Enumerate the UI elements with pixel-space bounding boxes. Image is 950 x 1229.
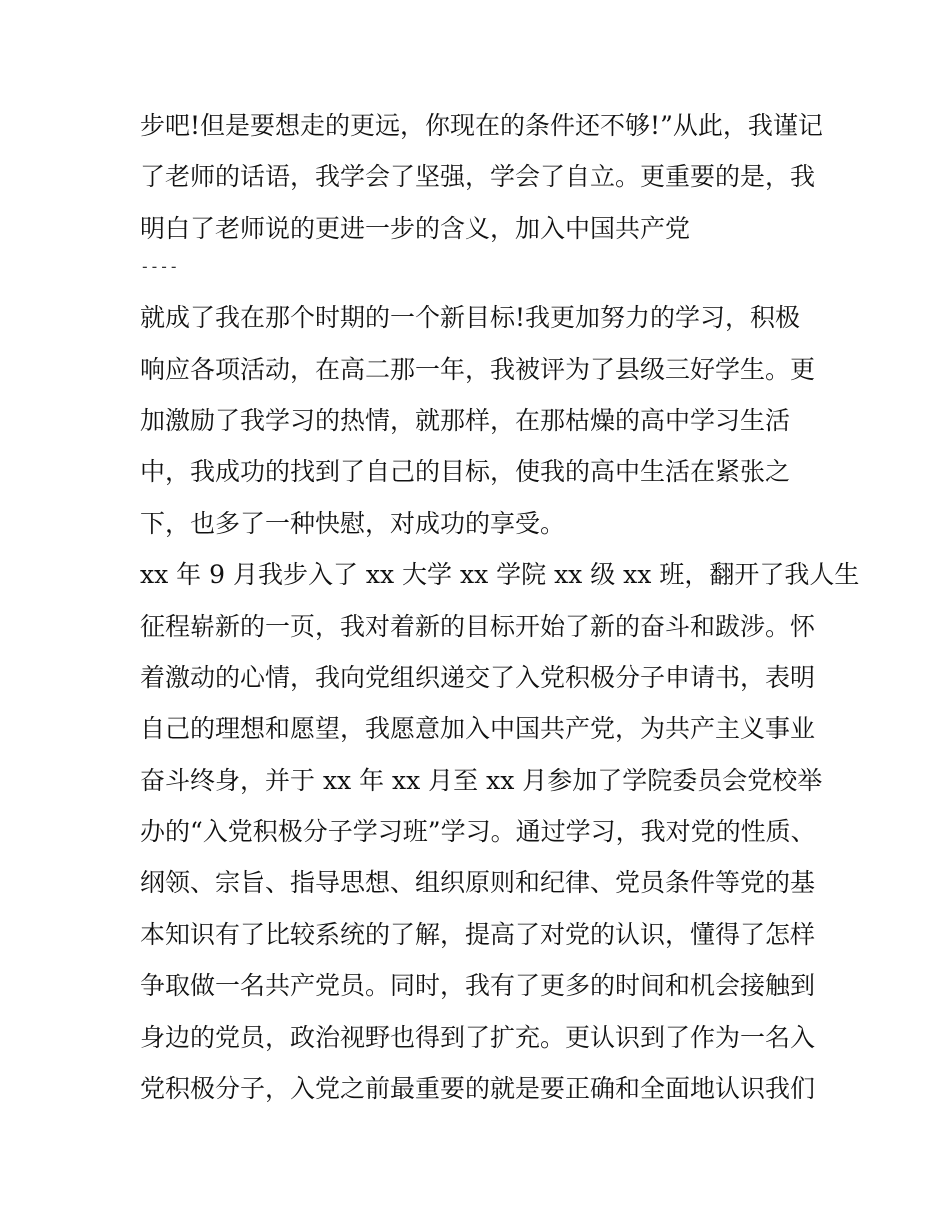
text-line: xx 年 9 月我步入了 xx 大学 xx 学院 xx 级 xx 班，翻开了我人生: [140, 560, 860, 590]
text-line: 纲领、宗旨、指导思想、组织原则和纪律、党员条件等党的基: [140, 868, 816, 898]
text-line: 明白了老师说的更进一步的含义，加入中国共产党: [140, 213, 691, 243]
text-line: 争取做一名共产党员。同时，我有了更多的时间和机会接触到: [140, 971, 816, 1001]
page-break-separator: ----: [140, 257, 179, 277]
text-line: 了老师的话语，我学会了坚强，学会了自立。更重要的是，我: [140, 162, 816, 192]
text-line: 就成了我在那个时期的一个新目标!我更加努力的学习，积极: [140, 303, 801, 333]
text-line: 响应各项活动，在高二那一年，我被评为了县级三好学生。更: [140, 354, 816, 384]
text-line: 着激动的心情，我向党组织递交了入党积极分子申请书，表明: [140, 662, 816, 692]
text-line: 自己的理想和愿望，我愿意加入中国共产党，为共产主义事业: [140, 714, 816, 744]
document-body: [140, 100, 860, 1114]
text-line: 党积极分子，入党之前最重要的就是要正确和全面地认识我们: [140, 1074, 816, 1104]
text-line: 加激励了我学习的热情，就那样，在那枯燥的高中学习生活: [140, 405, 791, 435]
text-line: 征程崭新的一页，我对着新的目标开始了新的奋斗和跋涉。怀: [140, 611, 816, 641]
text-line: 步吧!但是要想走的更远，你现在的条件还不够!”从此，我谨记: [140, 111, 823, 140]
text-line: 办的“入党积极分子学习班”学习。通过学习，我对党的性质、: [140, 817, 816, 847]
text-line: 下，也多了一种快慰，对成功的享受。: [140, 508, 566, 538]
text-line: 奋斗终身，并于 xx 年 xx 月至 xx 月参加了学院委员会党校举: [140, 765, 823, 795]
text-line: 本知识有了比较系统的了解，提高了对党的认识，懂得了怎样: [140, 919, 816, 949]
text-line: 身边的党员，政治视野也得到了扩充。更认识到了作为一名入: [140, 1022, 816, 1052]
text-line: 中，我成功的找到了自己的目标，使我的高中生活在紧张之: [140, 457, 791, 487]
